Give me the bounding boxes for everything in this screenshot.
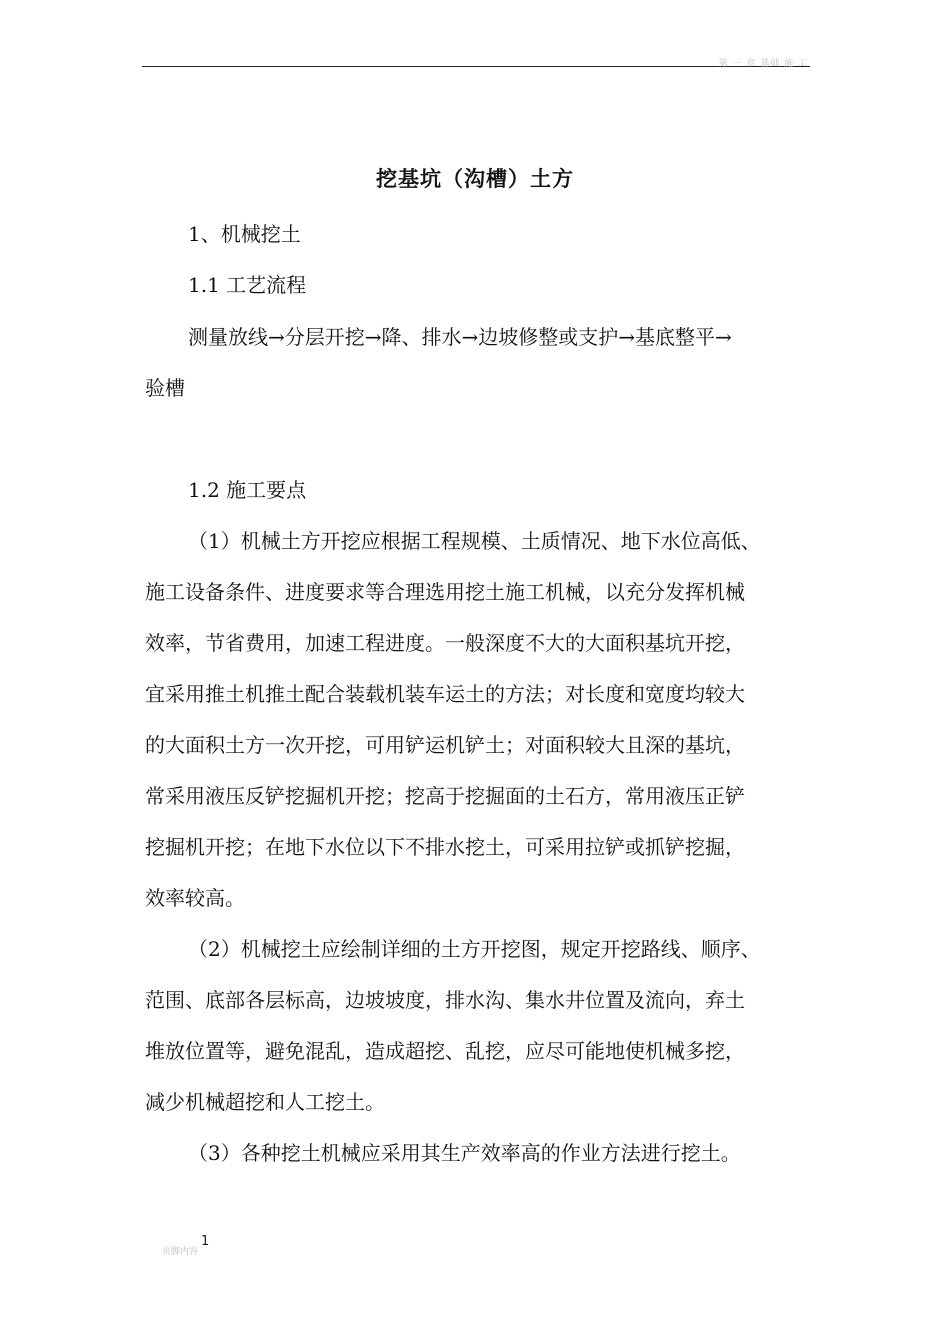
- paragraph-line: （1）机械土方开挖应根据工程规模、土质情况、地下水位高低、: [188, 529, 761, 553]
- header-rule: [142, 66, 810, 67]
- document-title: 挖基坑（沟槽）土方: [376, 166, 574, 191]
- header-text: 第 一 章 基础 施 工: [718, 59, 808, 69]
- paragraph-line: （3）各种挖土机械应采用其生产效率高的作业方法进行挖土。: [188, 1141, 741, 1165]
- section-heading: 1、机械挖土: [188, 222, 301, 246]
- paragraph-line: 测量放线→分层开挖→降、排水→边坡修整或支护→基底整平→: [188, 325, 732, 349]
- paragraph-line: 范围、底部各层标高，边坡坡度，排水沟、集水井位置及流向，弃土: [145, 988, 745, 1012]
- paragraph-line: （2）机械挖土应绘制详细的土方开挖图，规定开挖路线、顺序、: [188, 937, 761, 961]
- paragraph-line: 施工设备条件、进度要求等合理选用挖土施工机械，以充分发挥机械: [145, 580, 745, 604]
- paragraph-line: 宜采用推土机推土配合装载机装车运土的方法；对长度和宽度均较大: [145, 682, 745, 706]
- paragraph-line: 减少机械超挖和人工挖土。: [145, 1090, 385, 1114]
- paragraph-line: 挖掘机开挖；在地下水位以下不排水挖土，可采用拉铲或抓铲挖掘，: [145, 835, 745, 859]
- paragraph-line: 常采用液压反铲挖掘机开挖；挖高于挖掘面的土石方，常用液压正铲: [145, 784, 745, 808]
- paragraph-line: 效率较高。: [145, 886, 245, 910]
- footer-text: 页脚内容: [162, 1247, 199, 1257]
- subsection-heading: 1.1 工艺流程: [188, 273, 307, 297]
- subsection-heading: 1.2 施工要点: [188, 478, 307, 502]
- paragraph-line: 验槽: [145, 376, 185, 400]
- paragraph-line: 的大面积土方一次开挖，可用铲运机铲土；对面积较大且深的基坑，: [145, 733, 745, 757]
- paragraph-line: 效率，节省费用，加速工程进度。一般深度不大的大面积基坑开挖，: [145, 631, 745, 655]
- page-number: 1: [201, 1234, 210, 1249]
- paragraph-line: 堆放位置等，避免混乱，造成超挖、乱挖，应尽可能地使机械多挖，: [145, 1039, 745, 1063]
